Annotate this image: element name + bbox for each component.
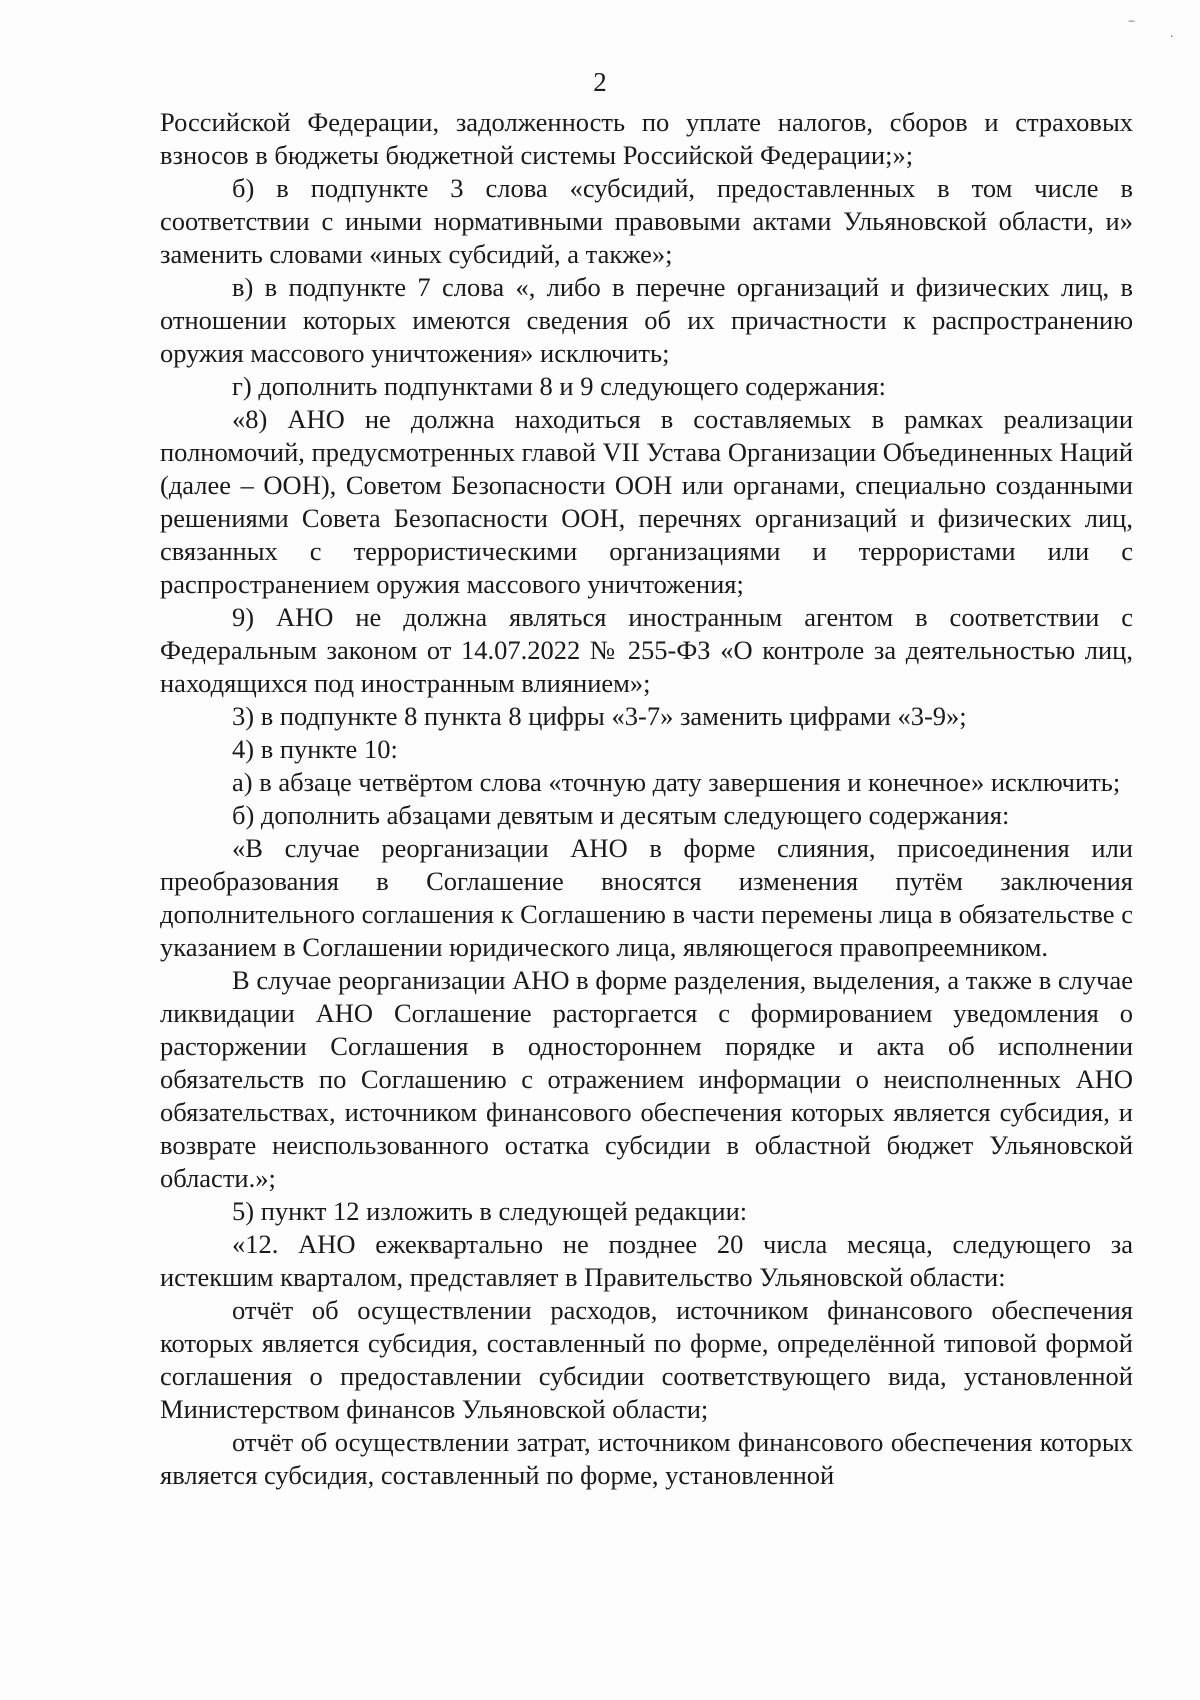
paragraph: Российской Федерации, задолженность по уплате налогов, сборов и страховых взносов в бюджеты бюджетной системы Российской Федерации;»; bbox=[160, 107, 1133, 170]
scan-artifact-icon: · bbox=[1170, 30, 1174, 43]
paragraph: В случае реорганизации АНО в форме разделения, выделения, а также в случае ликвидации АНО Соглашение расторгается с формированием уведомления о расторжении Соглашения в одностороннем порядке и акта об исполнении обязательств по Соглашению с отражением информации о неисполненных АНО обязательствах, источником финансового обеспечения которых является субсидия, и возврате неиспользованного остатка субсидии в областной бюджет Ульяновской области.»; bbox=[160, 965, 1133, 1193]
paragraph: 4) в пункте 10: bbox=[232, 734, 398, 764]
paragraph: б) в подпункте 3 слова «субсидий, предоставленных в том числе в соответствии с иными нормативными правовыми актами Ульяновской области, и» заменить словами «иных субсидий, а также»; bbox=[160, 173, 1133, 269]
page-number: 2 bbox=[593, 67, 607, 97]
paragraph: «8) АНО не должна находиться в составляемых в рамках реализации полномочий, предусмотренных главой VII Устава Организации Объединенных Наций (далее – ООН), Советом Безопасности ООН или органами, специально созданными решениями Совета Безопасности ООН, перечнях организаций и физических лиц, связанных с террористическими организациями и террористами или с распространением оружия массового уничтожения; bbox=[160, 404, 1133, 599]
document-body bbox=[160, 106, 1133, 1492]
scan-artifact-icon: ‒ bbox=[1128, 14, 1135, 27]
paragraph: а) в абзаце четвёртом слова «точную дату завершения и конечное» исключить; bbox=[232, 767, 1121, 797]
paragraph: б) дополнить абзацами девятым и десятым следующего содержания: bbox=[232, 800, 1010, 830]
paragraph: г) дополнить подпунктами 8 и 9 следующего содержания: bbox=[232, 371, 887, 401]
paragraph: отчёт об осуществлении расходов, источником финансового обеспечения которых является субсидия, составленный по форме, определённой типовой формой соглашения о предоставлении субсидии соответствующего вида, установленной Министерством финансов Ульяновской области; bbox=[160, 1295, 1133, 1424]
paragraph: отчёт об осуществлении затрат, источником финансового обеспечения которых является субсидия, составленный по форме, установленной bbox=[160, 1427, 1133, 1490]
paragraph: 3) в подпункте 8 пункта 8 цифры «3-7» заменить цифрами «3-9»; bbox=[232, 701, 967, 731]
paragraph: в) в подпункте 7 слова «, либо в перечне организаций и физических лиц, в отношении которых имеются сведения об их причастности к распространению оружия массового уничтожения» исключить; bbox=[160, 272, 1133, 368]
paragraph: 9) АНО не должна являться иностранным агентом в соответствии с Федеральным законом от 14.07.2022 № 255-ФЗ «О контроле за деятельностью лиц, находящихся под иностранным влиянием»; bbox=[160, 602, 1133, 698]
paragraph: «12. АНО ежеквартально не позднее 20 числа месяца, следующего за истекшим кварталом, представляет в Правительство Ульяновской области: bbox=[160, 1229, 1133, 1292]
paragraph: 5) пункт 12 изложить в следующей редакции: bbox=[232, 1196, 748, 1226]
paragraph: «В случае реорганизации АНО в форме слияния, присоединения или преобразования в Соглашение вносятся изменения путём заключения дополнительного соглашения к Соглашению в части перемены лица в обязательстве с указанием в Соглашении юридического лица, являющегося правопреемником. bbox=[160, 833, 1133, 962]
